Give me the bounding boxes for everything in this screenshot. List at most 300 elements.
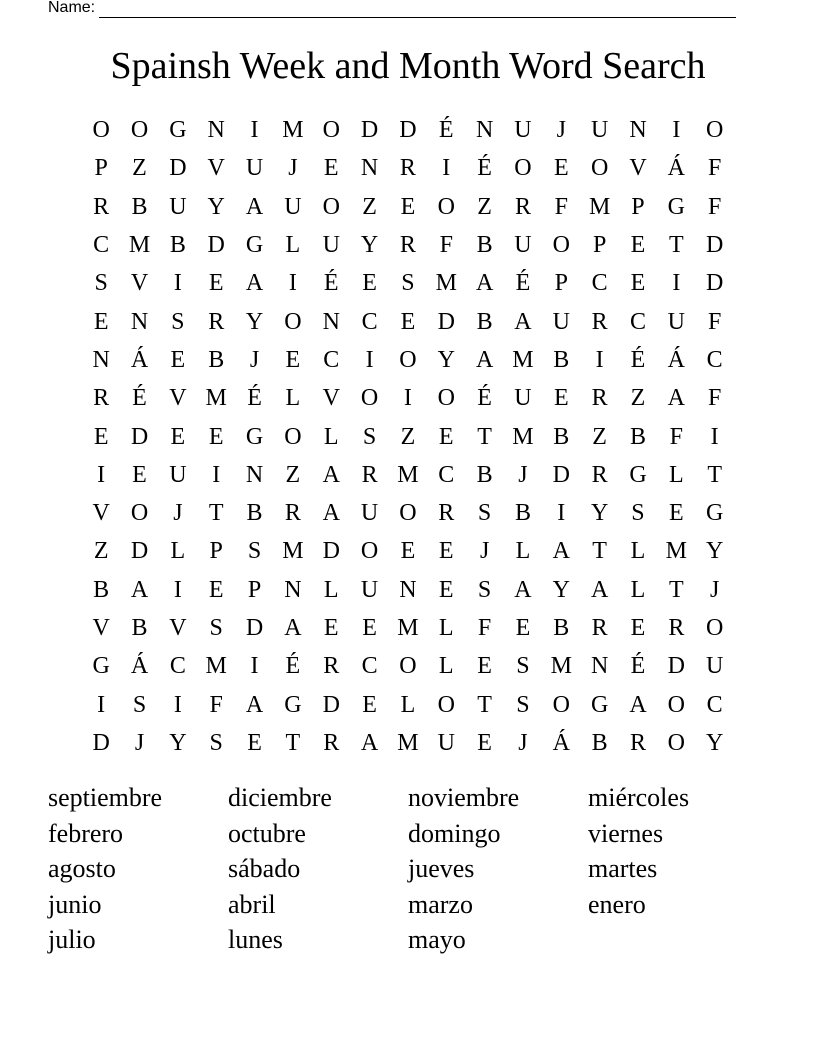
grid-letter[interactable]: A: [629, 691, 647, 718]
grid-letter[interactable]: R: [629, 729, 646, 756]
grid-letter[interactable]: B: [553, 615, 570, 641]
grid-letter[interactable]: J: [518, 461, 528, 488]
grid-letter[interactable]: F: [707, 385, 722, 412]
grid-letter[interactable]: A: [514, 308, 532, 335]
grid-letter[interactable]: J: [288, 155, 298, 182]
grid-letter[interactable]: J: [518, 729, 528, 756]
grid-letter[interactable]: T: [668, 576, 684, 603]
grid-letter[interactable]: O: [590, 155, 609, 182]
grid-letter[interactable]: V: [169, 385, 187, 412]
grid-letter[interactable]: O: [360, 385, 379, 412]
grid-letter[interactable]: C: [438, 461, 455, 488]
grid-letter[interactable]: A: [130, 576, 149, 603]
grid-letter[interactable]: A: [552, 538, 570, 565]
grid-letter[interactable]: Z: [400, 423, 416, 450]
grid-letter[interactable]: M: [512, 346, 534, 373]
grid-letter[interactable]: U: [706, 653, 724, 680]
grid-letter[interactable]: B: [131, 615, 148, 641]
grid-letter[interactable]: Á: [667, 155, 685, 182]
grid-letter[interactable]: Á: [552, 729, 570, 756]
grid-letter[interactable]: É: [247, 385, 262, 412]
grid-letter[interactable]: S: [132, 691, 147, 718]
grid-letter[interactable]: R: [438, 500, 455, 527]
grid-letter[interactable]: P: [631, 193, 645, 220]
grid-letter[interactable]: U: [360, 576, 379, 603]
grid-letter[interactable]: S: [94, 270, 108, 297]
grid-letter[interactable]: C: [169, 653, 186, 680]
grid-letter[interactable]: I: [97, 461, 106, 488]
grid-letter[interactable]: D: [706, 232, 724, 259]
grid-letter[interactable]: O: [667, 729, 685, 756]
grid-letter[interactable]: R: [208, 308, 225, 335]
grid-letter[interactable]: A: [514, 576, 532, 603]
grid-letter[interactable]: Y: [360, 232, 379, 259]
grid-letter[interactable]: Y: [590, 500, 609, 527]
grid-letter[interactable]: S: [516, 653, 530, 680]
grid-letter[interactable]: U: [437, 729, 455, 756]
grid-letter[interactable]: F: [477, 615, 492, 641]
grid-letter[interactable]: I: [212, 461, 221, 488]
grid-letter[interactable]: M: [282, 117, 304, 144]
grid-letter[interactable]: F: [669, 423, 683, 450]
grid-letter[interactable]: B: [208, 346, 225, 373]
grid-letter[interactable]: L: [630, 538, 646, 565]
grid-letter[interactable]: R: [399, 232, 416, 259]
grid-row: [82, 647, 734, 685]
grid-letter[interactable]: I: [672, 117, 681, 144]
grid-letter[interactable]: N: [475, 117, 494, 144]
grid-letter[interactable]: P: [592, 232, 607, 259]
name-label: Name:: [48, 0, 96, 16]
grid-letter[interactable]: A: [245, 691, 264, 718]
grid-letter[interactable]: I: [557, 500, 566, 527]
grid-letter[interactable]: L: [438, 615, 454, 641]
grid-row: [82, 494, 734, 532]
grid-letter[interactable]: S: [631, 500, 645, 527]
grid-letter[interactable]: O: [706, 615, 724, 641]
grid-letter[interactable]: A: [590, 576, 609, 603]
grid-letter[interactable]: G: [245, 423, 264, 450]
grid-letter[interactable]: N: [629, 117, 647, 144]
grid-letter[interactable]: E: [285, 346, 301, 373]
grid-letter[interactable]: E: [170, 423, 186, 450]
grid-letter[interactable]: A: [322, 461, 340, 488]
grid-letter[interactable]: F: [707, 308, 722, 335]
grid-letter[interactable]: Á: [130, 346, 149, 373]
grid-letter[interactable]: M: [397, 729, 419, 756]
grid-letter[interactable]: P: [554, 270, 568, 297]
grid-letter[interactable]: M: [588, 193, 611, 220]
grid-letter[interactable]: B: [553, 346, 570, 373]
grid-letter[interactable]: M: [512, 423, 534, 450]
grid-letter[interactable]: C: [591, 270, 608, 297]
grid-letter[interactable]: E: [400, 538, 416, 565]
grid-letter[interactable]: I: [173, 576, 182, 603]
grid-letter[interactable]: F: [554, 193, 568, 220]
grid-letter[interactable]: I: [250, 117, 259, 144]
grid-letter[interactable]: O: [706, 117, 724, 144]
grid-letter[interactable]: U: [514, 232, 532, 259]
word-item: lunes: [228, 925, 283, 954]
grid-letter[interactable]: T: [208, 500, 224, 527]
grid-letter[interactable]: U: [552, 308, 570, 335]
grid-letter[interactable]: L: [515, 538, 531, 565]
grid-letter[interactable]: E: [515, 615, 531, 641]
grid-letter[interactable]: D: [437, 308, 455, 335]
grid-letter[interactable]: É: [323, 270, 339, 297]
grid-letter[interactable]: U: [322, 232, 340, 259]
grid-letter[interactable]: E: [438, 538, 454, 565]
grid-letter[interactable]: V: [92, 500, 110, 527]
grid-letter[interactable]: I: [710, 423, 719, 450]
grid-letter[interactable]: O: [360, 538, 379, 565]
grid-letter[interactable]: R: [591, 461, 608, 488]
grid-letter[interactable]: S: [171, 308, 185, 335]
grid-letter[interactable]: O: [399, 346, 417, 373]
grid-letter[interactable]: I: [173, 270, 182, 297]
grid-letter[interactable]: L: [668, 461, 684, 488]
grid-letter[interactable]: L: [285, 385, 301, 412]
grid-letter[interactable]: N: [322, 308, 340, 335]
grid-letter[interactable]: D: [207, 232, 225, 259]
grid-letter[interactable]: E: [93, 308, 109, 335]
grid-letter[interactable]: É: [515, 270, 531, 297]
grid-letter[interactable]: I: [403, 385, 412, 412]
grid-letter[interactable]: Y: [552, 576, 570, 603]
grid-letter[interactable]: G: [245, 232, 264, 259]
grid-letter[interactable]: M: [435, 270, 457, 297]
grid-letter[interactable]: B: [553, 423, 570, 450]
grid-letter[interactable]: G: [667, 193, 685, 220]
grid-letter[interactable]: E: [668, 500, 684, 527]
grid-letter[interactable]: O: [130, 117, 149, 144]
grid-letter[interactable]: B: [629, 423, 646, 450]
grid-letter[interactable]: B: [131, 193, 148, 220]
grid-letter[interactable]: O: [322, 117, 340, 144]
grid-letter[interactable]: P: [209, 538, 223, 565]
grid-letter[interactable]: N: [245, 461, 264, 488]
grid-letter[interactable]: M: [397, 461, 419, 488]
grid-letter[interactable]: R: [361, 461, 378, 488]
grid-letter[interactable]: E: [208, 423, 224, 450]
grid-letter[interactable]: S: [516, 691, 530, 718]
grid-letter[interactable]: E: [438, 576, 454, 603]
grid-letter[interactable]: O: [514, 155, 532, 182]
grid-letter[interactable]: E: [630, 232, 646, 259]
grid-letter[interactable]: V: [130, 270, 149, 297]
grid-letter[interactable]: T: [707, 461, 722, 488]
grid-letter[interactable]: V: [629, 155, 647, 182]
grid-letter[interactable]: A: [245, 270, 264, 297]
grid-letter[interactable]: O: [667, 691, 685, 718]
grid-letter[interactable]: Á: [130, 653, 149, 680]
grid-letter[interactable]: C: [706, 691, 723, 718]
grid-letter[interactable]: E: [553, 155, 569, 182]
grid-letter[interactable]: D: [552, 461, 570, 488]
grid-letter[interactable]: I: [595, 346, 604, 373]
grid-letter[interactable]: R: [591, 615, 608, 641]
grid-letter[interactable]: T: [668, 232, 684, 259]
grid-letter[interactable]: O: [322, 193, 340, 220]
grid-letter[interactable]: M: [282, 538, 304, 565]
grid-letter[interactable]: O: [130, 500, 149, 527]
grid-letter[interactable]: P: [247, 576, 262, 603]
grid-letter[interactable]: F: [707, 155, 722, 182]
grid-letter[interactable]: D: [92, 729, 110, 756]
grid-letter[interactable]: M: [550, 653, 572, 680]
grid-letter[interactable]: R: [93, 193, 110, 220]
grid-letter[interactable]: É: [477, 155, 492, 182]
grid-letter[interactable]: G: [92, 653, 110, 680]
grid-letter[interactable]: R: [514, 193, 531, 220]
grid-letter[interactable]: N: [360, 155, 379, 182]
grid-letter[interactable]: D: [706, 270, 724, 297]
grid-letter[interactable]: S: [401, 270, 415, 297]
grid-letter[interactable]: L: [285, 232, 301, 259]
grid-letter[interactable]: A: [360, 729, 379, 756]
grid-letter[interactable]: Á: [667, 346, 685, 373]
grid-letter[interactable]: O: [437, 691, 455, 718]
grid-letter[interactable]: E: [630, 270, 646, 297]
grid-letter[interactable]: C: [93, 232, 110, 259]
grid-letter[interactable]: L: [400, 691, 416, 718]
grid-letter[interactable]: O: [284, 308, 302, 335]
grid-letter[interactable]: E: [630, 615, 646, 641]
grid-letter[interactable]: I: [442, 155, 451, 182]
grid-letter[interactable]: Y: [245, 308, 264, 335]
grid-letter[interactable]: L: [170, 538, 186, 565]
grid-letter[interactable]: N: [92, 346, 110, 373]
grid-letter[interactable]: U: [169, 461, 187, 488]
grid-letter[interactable]: E: [400, 193, 416, 220]
grid-letter[interactable]: G: [590, 691, 609, 718]
grid-letter[interactable]: G: [706, 500, 724, 527]
grid-letter[interactable]: A: [284, 615, 302, 641]
grid-letter[interactable]: A: [245, 193, 264, 220]
grid-letter[interactable]: C: [706, 346, 723, 373]
grid-letter[interactable]: E: [400, 308, 416, 335]
grid-letter[interactable]: N: [130, 308, 149, 335]
grid-letter[interactable]: E: [323, 155, 339, 182]
grid-letter[interactable]: P: [94, 155, 108, 182]
grid-row: [82, 111, 734, 149]
grid-letter[interactable]: D: [667, 653, 685, 680]
grid-letter[interactable]: E: [247, 729, 262, 756]
grid-letter[interactable]: I: [288, 270, 297, 297]
grid-letter[interactable]: C: [629, 308, 646, 335]
grid-letter[interactable]: N: [590, 653, 609, 680]
grid-letter[interactable]: Y: [706, 729, 724, 756]
grid-letter[interactable]: É: [132, 385, 147, 412]
grid-letter[interactable]: S: [477, 576, 492, 603]
grid-letter[interactable]: O: [399, 500, 417, 527]
grid-letter[interactable]: N: [207, 117, 225, 144]
grid-letter[interactable]: D: [169, 155, 187, 182]
grid-letter[interactable]: U: [514, 385, 532, 412]
grid-letter[interactable]: E: [208, 270, 224, 297]
grid-letter[interactable]: C: [361, 653, 378, 680]
grid-letter[interactable]: G: [284, 691, 302, 718]
grid-letter[interactable]: B: [514, 500, 531, 527]
grid-letter[interactable]: U: [284, 193, 302, 220]
grid-letter[interactable]: É: [438, 117, 454, 144]
grid-letter[interactable]: J: [479, 538, 490, 565]
grid-letter[interactable]: D: [360, 117, 379, 144]
grid-letter[interactable]: O: [437, 193, 455, 220]
grid-letter[interactable]: E: [362, 615, 377, 641]
grid-letter[interactable]: Z: [592, 423, 607, 450]
grid-letter[interactable]: O: [437, 385, 455, 412]
grid-letter[interactable]: L: [630, 576, 646, 603]
grid-letter[interactable]: J: [249, 346, 260, 373]
grid-letter[interactable]: U: [245, 155, 264, 182]
grid-letter[interactable]: I: [250, 653, 259, 680]
grid-letter[interactable]: E: [438, 423, 454, 450]
grid-letter[interactable]: A: [667, 385, 685, 412]
word-item: febrero: [48, 818, 124, 848]
grid-letter[interactable]: F: [707, 193, 722, 220]
grid-letter[interactable]: U: [667, 308, 685, 335]
grid-letter[interactable]: E: [477, 729, 492, 756]
grid-letter[interactable]: E: [323, 615, 339, 641]
grid-letter[interactable]: U: [514, 117, 532, 144]
grid-letter[interactable]: R: [323, 729, 340, 756]
grid-letter[interactable]: D: [322, 538, 340, 565]
grid-letter[interactable]: G: [629, 461, 647, 488]
grid-letter[interactable]: R: [323, 653, 340, 680]
grid-letter[interactable]: T: [477, 691, 492, 718]
grid-letter[interactable]: V: [92, 615, 110, 641]
grid-letter[interactable]: Y: [169, 729, 187, 756]
grid-letter[interactable]: C: [361, 308, 378, 335]
grid-letter[interactable]: J: [173, 500, 183, 527]
grid-letter[interactable]: R: [399, 155, 416, 182]
grid-letter[interactable]: S: [362, 423, 377, 450]
grid-letter[interactable]: E: [93, 423, 109, 450]
grid-letter[interactable]: A: [475, 346, 494, 373]
grid-letter[interactable]: M: [205, 385, 227, 412]
grid-letter[interactable]: B: [476, 232, 493, 259]
grid-letter[interactable]: Y: [706, 538, 724, 565]
grid-letter[interactable]: J: [556, 117, 566, 144]
grid-letter[interactable]: B: [246, 500, 263, 527]
grid-letter[interactable]: E: [362, 270, 377, 297]
grid-letter[interactable]: E: [553, 385, 569, 412]
grid-letter[interactable]: Z: [362, 193, 377, 220]
grid-letter[interactable]: O: [284, 423, 302, 450]
grid-letter[interactable]: I: [97, 691, 106, 718]
grid-letter[interactable]: O: [552, 232, 570, 259]
grid-letter[interactable]: B: [591, 729, 608, 756]
grid-letter[interactable]: M: [665, 538, 687, 565]
grid-letter[interactable]: G: [169, 117, 187, 144]
grid-letter[interactable]: U: [590, 117, 609, 144]
grid-letter[interactable]: S: [209, 729, 223, 756]
grid-letter[interactable]: L: [323, 576, 339, 603]
grid-letter[interactable]: R: [591, 385, 608, 412]
grid-letter[interactable]: Y: [437, 346, 455, 373]
grid-letter[interactable]: Z: [477, 193, 492, 220]
grid-letter[interactable]: O: [92, 117, 110, 144]
grid-letter[interactable]: B: [476, 461, 493, 488]
grid-letter[interactable]: J: [710, 576, 720, 603]
grid-letter[interactable]: I: [672, 270, 681, 297]
grid-letter[interactable]: O: [552, 691, 570, 718]
grid-letter[interactable]: É: [630, 653, 646, 680]
grid-letter[interactable]: T: [477, 423, 492, 450]
grid-letter[interactable]: T: [285, 729, 301, 756]
grid-letter[interactable]: R: [668, 615, 685, 641]
grid-letter[interactable]: N: [284, 576, 302, 603]
grid-letter[interactable]: É: [285, 653, 301, 680]
grid-row: [82, 724, 734, 762]
grid-letter[interactable]: I: [173, 691, 182, 718]
grid-letter[interactable]: N: [399, 576, 417, 603]
grid-letter[interactable]: A: [475, 270, 494, 297]
grid-letter[interactable]: C: [323, 346, 340, 373]
grid-letter[interactable]: Z: [93, 538, 109, 565]
grid-letter[interactable]: V: [207, 155, 225, 182]
grid-letter[interactable]: F: [439, 232, 453, 259]
grid-letter[interactable]: E: [208, 576, 224, 603]
grid-letter[interactable]: T: [592, 538, 607, 565]
grid-letter[interactable]: R: [284, 500, 301, 527]
grid-letter[interactable]: A: [322, 500, 340, 527]
grid-letter[interactable]: V: [322, 385, 340, 412]
grid-letter[interactable]: Z: [630, 385, 646, 412]
grid-letter[interactable]: E: [362, 691, 377, 718]
grid-letter[interactable]: É: [630, 346, 646, 373]
grid-letter[interactable]: E: [477, 653, 492, 680]
grid-letter[interactable]: B: [93, 576, 110, 603]
grid-letter[interactable]: U: [169, 193, 187, 220]
grid-letter[interactable]: J: [134, 729, 145, 756]
grid-letter[interactable]: M: [397, 615, 419, 641]
grid-letter[interactable]: R: [93, 385, 110, 412]
grid-letter[interactable]: B: [476, 308, 493, 335]
grid-letter[interactable]: R: [591, 308, 608, 335]
grid-letter[interactable]: E: [170, 346, 186, 373]
grid-letter[interactable]: M: [205, 653, 227, 680]
grid-letter[interactable]: E: [132, 461, 147, 488]
grid-letter[interactable]: É: [477, 385, 492, 412]
grid-letter[interactable]: D: [399, 117, 417, 144]
grid-letter[interactable]: L: [323, 423, 339, 450]
grid-letter[interactable]: Z: [285, 461, 301, 488]
grid-letter[interactable]: I: [365, 346, 374, 373]
word-item: martes: [588, 854, 658, 883]
grid-letter[interactable]: D: [322, 691, 340, 718]
grid-letter[interactable]: S: [477, 500, 492, 527]
grid-letter[interactable]: Z: [132, 155, 147, 182]
grid-letter[interactable]: S: [209, 615, 223, 641]
grid-letter[interactable]: M: [128, 232, 151, 259]
grid-letter[interactable]: Y: [207, 193, 225, 220]
letter-grid: [82, 111, 734, 762]
grid-letter[interactable]: O: [399, 653, 417, 680]
grid-letter[interactable]: D: [130, 423, 149, 450]
grid-letter[interactable]: F: [209, 691, 223, 718]
name-blank-line[interactable]: [99, 1, 736, 18]
grid-letter[interactable]: V: [169, 615, 187, 641]
grid-letter[interactable]: D: [130, 538, 149, 565]
grid-letter[interactable]: U: [360, 500, 379, 527]
grid-letter[interactable]: S: [247, 538, 262, 565]
grid-letter[interactable]: D: [245, 615, 264, 641]
grid-letter[interactable]: L: [438, 653, 454, 680]
grid-letter[interactable]: B: [169, 232, 186, 259]
grid-row: [82, 188, 734, 226]
